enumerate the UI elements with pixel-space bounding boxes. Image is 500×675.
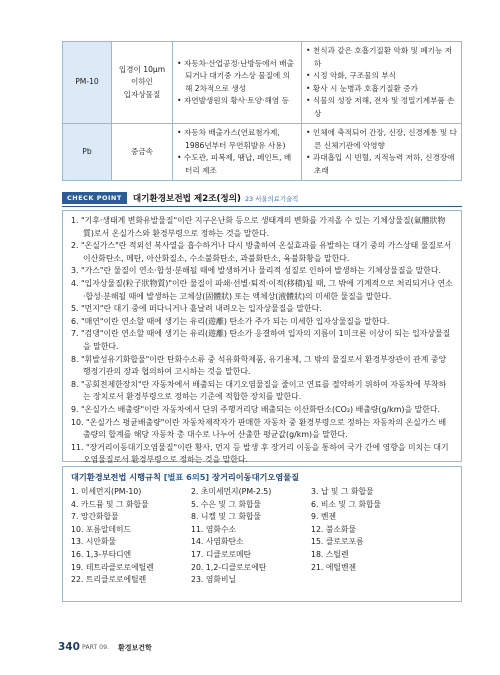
definition-item: 9. "온실가스 배출량"이란 자동차에서 단위 주행거리당 배출되는 이산화탄소(CO₂) 배출량(g/km)을 말한다.	[71, 404, 441, 414]
size-line: 입자상물질	[123, 89, 161, 99]
pollutant-size	[112, 124, 173, 181]
check-point-title: 대기환경보전법 제2조(정의)	[132, 194, 241, 204]
pollutant-list-item: 8. 니켈 및 그 화합물	[191, 512, 262, 522]
definition-item: 3. "가스"란 물질이 연소·합성·분해될 때에 발생하거나 물리적 성질로 인하여 발생하는 기체상물질을 말한다.	[71, 266, 442, 276]
definition-item: 2. "온실가스"란 적외선 복사열을 흡수하거나 다시 방출하여 온실효과를 유발하는 대기 중의 가스상태 물질로서 이산화탄소, 메탄, 아산화질소, 수소불화탄소, 과불화탄소, 육불화황을 말한다.	[71, 241, 452, 263]
list-box-title	[71, 472, 453, 483]
pollutant-row	[63, 42, 462, 124]
pollutant-list-item: 13. 시안화물	[71, 537, 117, 547]
size-line: 중금속	[130, 146, 153, 156]
definition-item: 11. "장거리이동대기오염물질"이란 황사, 먼지 등 발생 후 장거리 이동을 통하여 국가 간에 영향을 미치는 대기오염물질로서 환경부령으로 정하는 것을 말한다.	[71, 442, 449, 465]
pollutant-list	[71, 486, 453, 587]
size-line: 입경이 10μm	[118, 64, 166, 74]
divider	[62, 206, 462, 207]
pollutant-list-item: 19. 테트라클로로에틸렌	[71, 562, 154, 572]
part-title: 환경보건학	[118, 644, 152, 652]
pollutant-list-item: 2. 초미세먼지(PM-2.5)	[191, 487, 272, 496]
long-range-pollutant-box	[62, 466, 462, 602]
pollutant-row	[63, 124, 462, 181]
sources-item: • 자연발생원의 황사·토양·해염 등	[177, 95, 297, 108]
effects-item: • 인체에 축적되어 간장, 신장, 신경계통 및 다른 신체기관에 악영향	[306, 127, 457, 152]
page-number: 340	[58, 641, 80, 653]
effects-item: • 시정 악화, 구조물의 부식	[306, 70, 457, 83]
pollutant-sources	[173, 124, 302, 181]
pollutant-size	[112, 42, 173, 124]
definitions-box	[62, 210, 462, 465]
size-line: 이하인	[130, 77, 153, 87]
list-title-suffix: 장거리이동대기오염물질	[212, 472, 300, 482]
pollutant-name: Pb	[63, 124, 112, 181]
pollutant-list-item: 15. 클로로포름	[311, 537, 364, 547]
pollutant-table	[62, 41, 462, 181]
pollutant-list-item	[311, 574, 451, 587]
pollutant-list-item: 10. 포름알데히드	[71, 524, 132, 534]
pollutant-list-item: 21. 에틸벤젠	[311, 562, 357, 572]
list-title-prefix: 대기환경보전법 시행규칙	[71, 472, 161, 482]
pollutant-list-item: 7. 망간화합물	[71, 512, 119, 522]
pollutant-list-item: 23. 염화비닐	[191, 575, 237, 585]
pollutant-effects	[302, 42, 462, 124]
pollutant-name: PM-10	[63, 42, 112, 124]
definition-item: 1. "기후·생태계 변화유발물질"이란 지구온난화 등으로 생태계의 변화를 가져올 수 있는 기체상물질(氣體狀物質)로서 온실가스와 환경부령으로 정하는 것을 말한다.	[71, 216, 446, 238]
pollutant-list-item: 4. 카드뮴 및 그 화합물	[71, 499, 149, 509]
pollutant-list-item: 9. 벤젠	[311, 512, 336, 522]
pollutant-list-item: 18. 스틸렌	[311, 549, 349, 559]
pollutant-list-item: 1. 미세먼지(PM-10)	[71, 487, 142, 496]
check-point-tag: CHECK POINT	[62, 192, 127, 204]
list-title-ref: [별표 6의5]	[163, 472, 210, 482]
sources-item: • 자동차 배출가스(연료첨가제, 1986년부터 무연휘발유 사용)	[177, 127, 297, 152]
pollutant-effects	[302, 124, 462, 181]
definition-item: 7. "검댕"이란 연소할 때에 생기는 유리(遊離) 탄소가 응결하여 입자의 지름이 1미크론 이상이 되는 입자상물질을 말한다.	[71, 329, 451, 351]
definition-item: 10. "온실가스 평균배출량"이란 자동차제작자가 판매한 자동차 중 환경부령으로 정하는 자동차의 온실가스 배출량의 합계를 해당 자동차 총 대수로 나누어 산출한 평균값(g/km)을 말한다.	[71, 417, 447, 440]
part-label: PART 09.	[82, 644, 110, 651]
pollutant-list-item: 11. 염화수소	[191, 524, 237, 534]
effects-item: • 황사 시 눈병과 호흡기질환 증가	[306, 83, 457, 96]
sources-item: • 자동차·산업공정·난방등에서 배출되거나 대기중 가스상 물질에 의해 2차적으로 생성	[177, 58, 297, 96]
pollutant-sources	[173, 42, 302, 124]
effects-item: • 과대흡입 시 빈혈, 지적능력 저하, 신경장애 초래	[306, 152, 457, 177]
definition-item: 6. "매연"이란 연소할 때에 생기는 유리(遊離) 탄소가 주가 되는 미세한 입자상물질을 말한다.	[71, 316, 390, 326]
pollutant-list-item: 3. 납 및 그 화합물	[311, 487, 374, 496]
check-point-header	[62, 191, 462, 205]
definition-item: 4. "입자상물질(粒子狀物質)"이란 물질이 파쇄·선별·퇴적·이적(移積)될 때, 그 밖에 기계적으로 처리되거나 연소·합성·분해될 때에 발생하는 고체상(固體狀) 또는 액체상(液體狀)의 미세한 물질을 말한다.	[71, 278, 453, 301]
pollutant-list-item: 16. 1,3-부타디엔	[71, 549, 132, 559]
definition-item: 8. "휘발성유기화합물"이란 탄화수소류 중 석유화학제품, 유기용제, 그 밖의 물질로서 환경부장관이 관계 중앙행정기관의 장과 협의하여 고시하는 것을 말한다.	[71, 354, 447, 377]
pollutant-list-item: 20. 1,2-디클로로에탄	[191, 562, 267, 572]
sources-item: • 수도관, 피복제, 땜납, 페인트, 배터리 제조	[177, 152, 297, 177]
definition-item: 8. "공회전제한장치"란 자동차에서 배출되는 대기오염물질을 줄이고 연료를 절약하기 위하여 자동차에 부착하는 장치로서 환경부령으로 정하는 기준에 적합한 장치를 말한다.	[71, 379, 447, 402]
pollutant-list-item: 6. 비소 및 그 화합물	[311, 499, 382, 509]
pollutant-list-item: 5. 수은 및 그 화합물	[191, 499, 262, 509]
pollutant-list-item: 12. 불소화물	[311, 524, 357, 534]
pollutant-list-item: 22. 트리클로로에틸렌	[71, 575, 147, 585]
definition-item: 5. "먼지"란 대기 중에 떠다니거나 흩날려 내려오는 입자상물질을 말한다.	[71, 304, 322, 314]
effects-item: • 식물의 성장 저해, 전자 및 정밀기계부품 손상	[306, 95, 457, 120]
effects-item: • 천식과 같은 호흡기질환 악화 및 폐기능 저하	[306, 45, 457, 70]
pollutant-list-item: 14. 사염화탄소	[191, 537, 244, 547]
pollutant-list-item: 17. 디클로로메탄	[191, 549, 252, 559]
check-point-ref: 23 서울의료기술직	[244, 194, 299, 203]
